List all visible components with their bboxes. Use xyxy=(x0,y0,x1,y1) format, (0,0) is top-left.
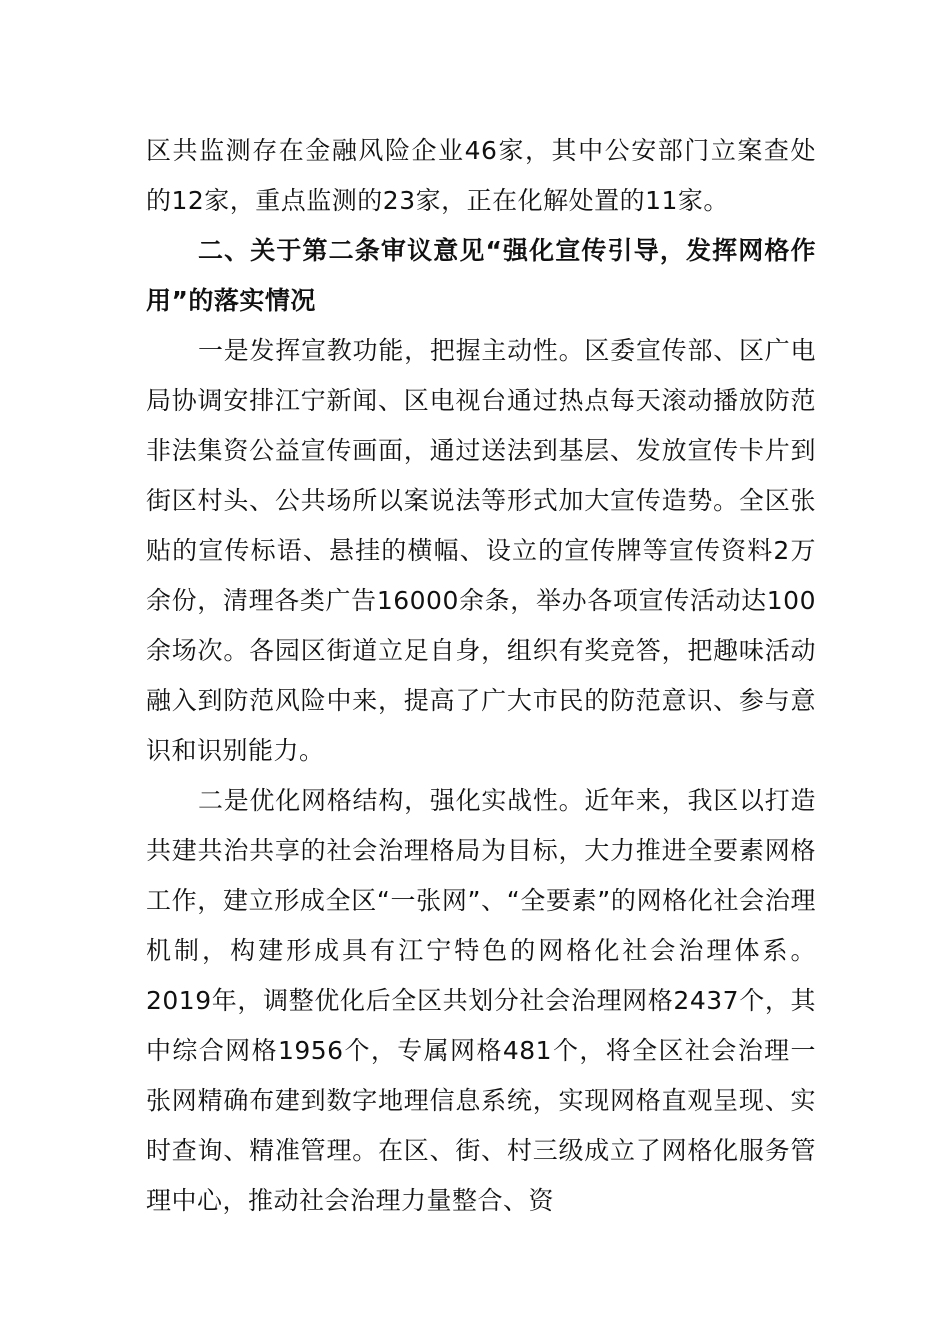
paragraph-continuation: 区共监测存在金融风险企业46家，其中公安部门立案查处的12家，重点监测的23家，正在化解处置的11家。 xyxy=(146,136,816,215)
paragraph-publicity: 一是发挥宣教功能，把握主动性。区委宣传部、区广电局协调安排江宁新闻、区电视台通过热点每天滚动播放防范非法集资公益宣传画面，通过送法到基层、发放宣传卡片到街区村头、公共场所以案说法等形式加大宣传造势。全区张贴的宣传标语、悬挂的横幅、设立的宣传牌等宣传资料2万余份，清理各类广告16000余条，举办各项宣传活动达100余场次。各园区街道立足自身，组织有奖竞答，把趣味活动融入到防范风险中来，提高了广大市民的防范意识、参与意识和识别能力。 xyxy=(146,336,816,765)
document-body xyxy=(146,126,816,1226)
section-heading: 二、关于第二条审议意见“强化宣传引导，发挥网格作用”的落实情况 xyxy=(146,236,816,315)
paragraph-grid: 二是优化网格结构，强化实战性。近年来，我区以打造共建共治共享的社会治理格局为目标，大力推进全要素网格工作，建立形成全区“一张网”、“全要素”的网格化社会治理机制，构建形成具有江宁特色的网格化社会治理体系。2019年，调整优化后全区共划分社会治理网格2437个，其中综合网格1956个，专属网格481个，将全区社会治理一张网精确布建到数字地理信息系统，实现网格直观呈现、实时查询、精准管理。在区、街、村三级成立了网格化服务管理中心，推动社会治理力量整合、资 xyxy=(146,786,816,1215)
